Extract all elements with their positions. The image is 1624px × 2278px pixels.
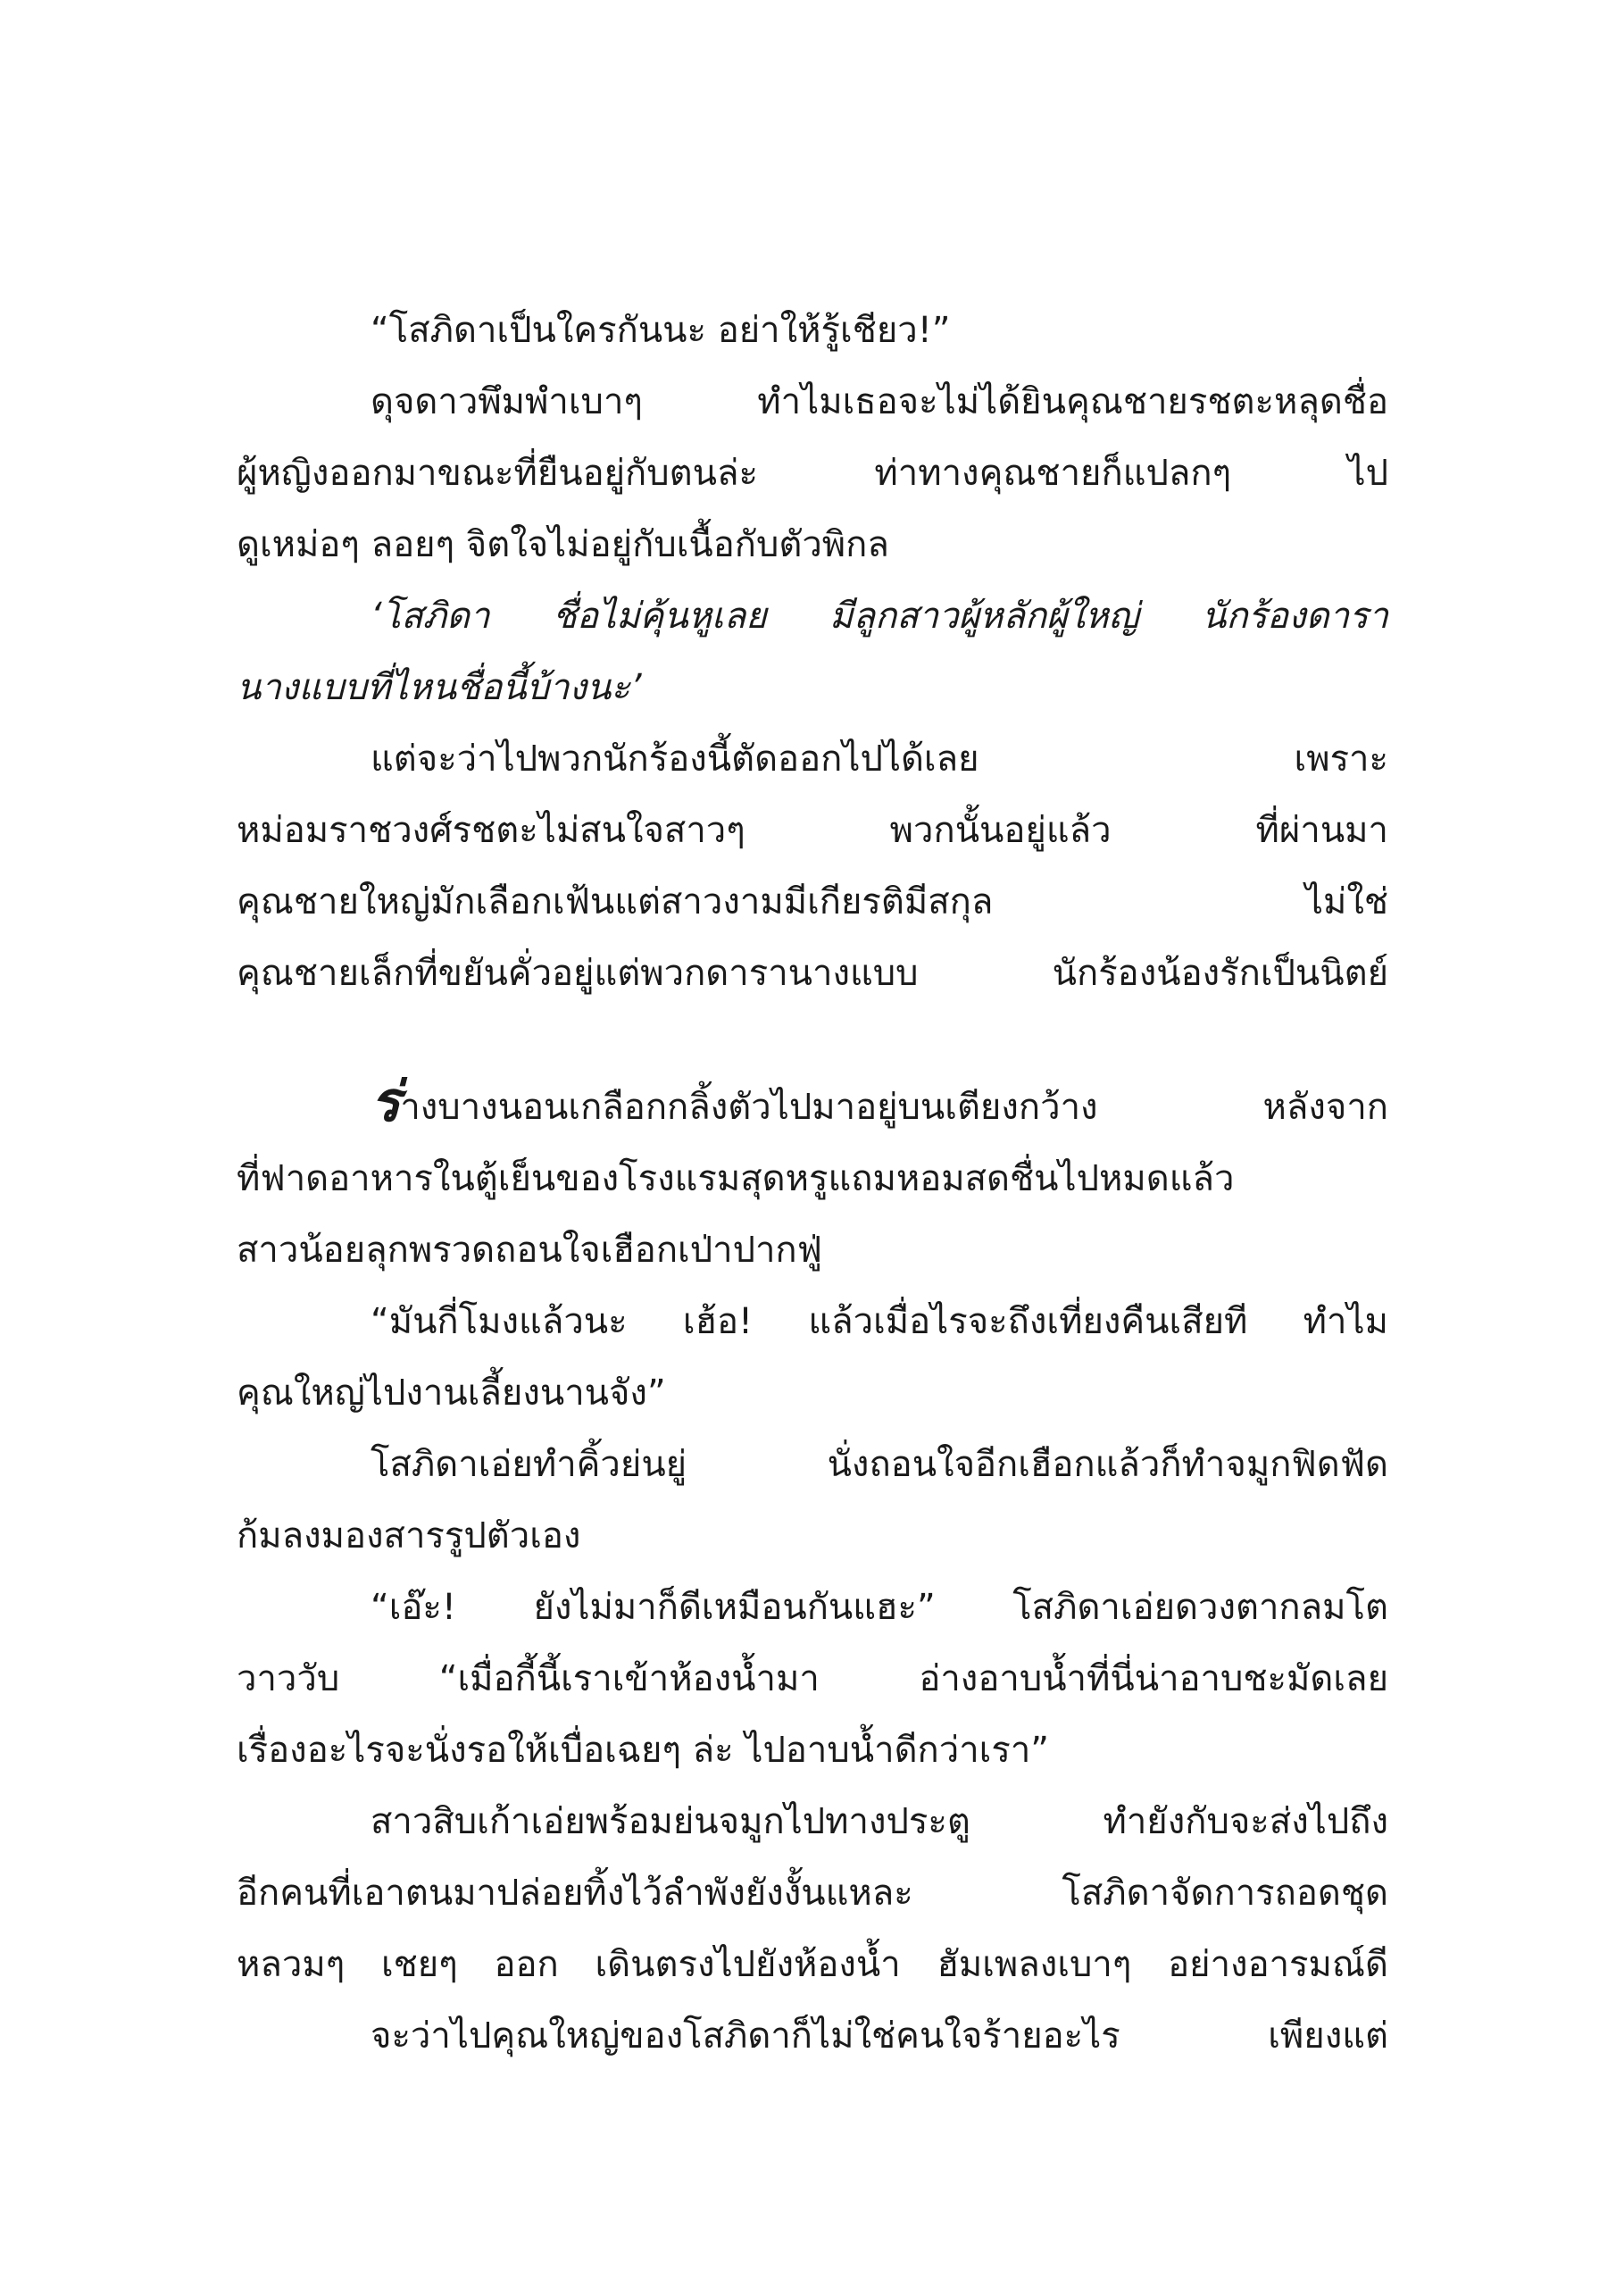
text-line: ที่ฟาดอาหารในตู้เย็นของโรงแรมสุดหรูแถมหอมสดชื่นไปหมดแล้ว	[237, 1158, 1235, 1199]
text-line: วาววับ “เมื่อกี้นี้เราเข้าห้องน้ำมา อ่างอาบน้ำที่นี่น่าอาบชะมัดเลย	[237, 1658, 1388, 1699]
text-line: หลวมๆ เชยๆ ออก เดินตรงไปยังห้องน้ำ ฮัมเพลงเบาๆ อย่างอารมณ์ดี	[237, 1944, 1388, 1985]
text-line: “มันกี่โมงแล้วนะ เฮ้อ! แล้วเมื่อไรจะถึงเที่ยงคืนเสียที ทำไม	[371, 1301, 1388, 1342]
text-line: คุณใหญ่ไปงานเลี้ยงนานจัง”	[237, 1373, 666, 1414]
text-line: ดุจดาวพึมพำเบาๆ ทำไมเธอจะไม่ได้ยินคุณชายรชตะหลุดชื่อ	[371, 381, 1388, 422]
text-line: แต่จะว่าไปพวกนักร้องนี้ตัดออกไปได้เลย เพราะ	[371, 738, 1388, 780]
text-line: คุณชายเล็กที่ขยันคั่วอยู่แต่พวกดารานางแบบ นักร้องน้องรักเป็นนิตย์	[237, 953, 1388, 994]
text-line: โสภิดาเอ่ยทำคิ้วย่นยู่ นั่งถอนใจอีกเฮือกแล้วก็ทำจมูกฟิดฟัด	[371, 1444, 1388, 1485]
drop-initial: ร่	[371, 1069, 401, 1134]
text-line: นางแบบที่ไหนชื่อนี้บ้างนะ’	[237, 667, 642, 708]
text-line: สาวสิบเก้าเอ่ยพร้อมย่นจมูกไปทางประตู ทำยังกับจะส่งไปถึง	[371, 1801, 1388, 1842]
opening-line-text: างบางนอนเกลือกกลิ้งตัวไปมาอยู่บนเตียงกว้าง หลังจาก	[400, 1087, 1388, 1128]
text-line: หม่อมราชวงศ์รชตะไม่สนใจสาวๆ พวกนั้นอยู่แล้ว ที่ผ่านมา	[237, 810, 1388, 851]
text-line: “โสภิดาเป็นใครกันนะ อย่าให้รู้เชียว!”	[371, 310, 951, 351]
opening-line	[237, 1069, 1388, 1143]
section-two	[237, 1069, 1388, 2072]
text-line: ดูเหม่อๆ ลอยๆ จิตใจไม่อยู่กับเนื้อกับตัวพิกล	[237, 524, 889, 565]
text-line: “เอ๊ะ! ยังไม่มาก็ดีเหมือนกันแฮะ” โสภิดาเอ่ยดวงตากลมโต	[371, 1587, 1388, 1628]
text-line: ผู้หญิงออกมาขณะที่ยืนอยู่กับตนล่ะ ท่าทางคุณชายก็แปลกๆ ไป	[237, 453, 1388, 494]
text-line: อีกคนที่เอาตนมาปล่อยทิ้งไว้ลำพังยังงั้นแหละ โสภิดาจัดการถอดชุด	[237, 1873, 1388, 1914]
text-line: คุณชายใหญ่มักเลือกเฟ้นแต่สาวงามมีเกียรติมีสกุล ไม่ใช่	[237, 881, 1388, 922]
text-line: ก้มลงมองสารรูปตัวเอง	[237, 1515, 581, 1556]
text-line: ‘โสภิดา ชื่อไม่คุ้นหูเลย มีลูกสาวผู้หลักผู้ใหญ่ นักร้องดารา	[371, 596, 1388, 637]
text-line: จะว่าไปคุณใหญ่ของโสภิดาก็ไม่ใช่คนใจร้ายอะไร เพียงแต่	[371, 2015, 1388, 2057]
text-line: เรื่องอะไรจะนั่งรอให้เบื่อเฉยๆ ล่ะ ไปอาบน้ำดีกว่าเรา”	[237, 1730, 1050, 1771]
text-line: สาวน้อยลุกพรวดถอนใจเฮือกเป่าปากฟู่	[237, 1230, 822, 1271]
section-one	[237, 295, 1388, 1009]
